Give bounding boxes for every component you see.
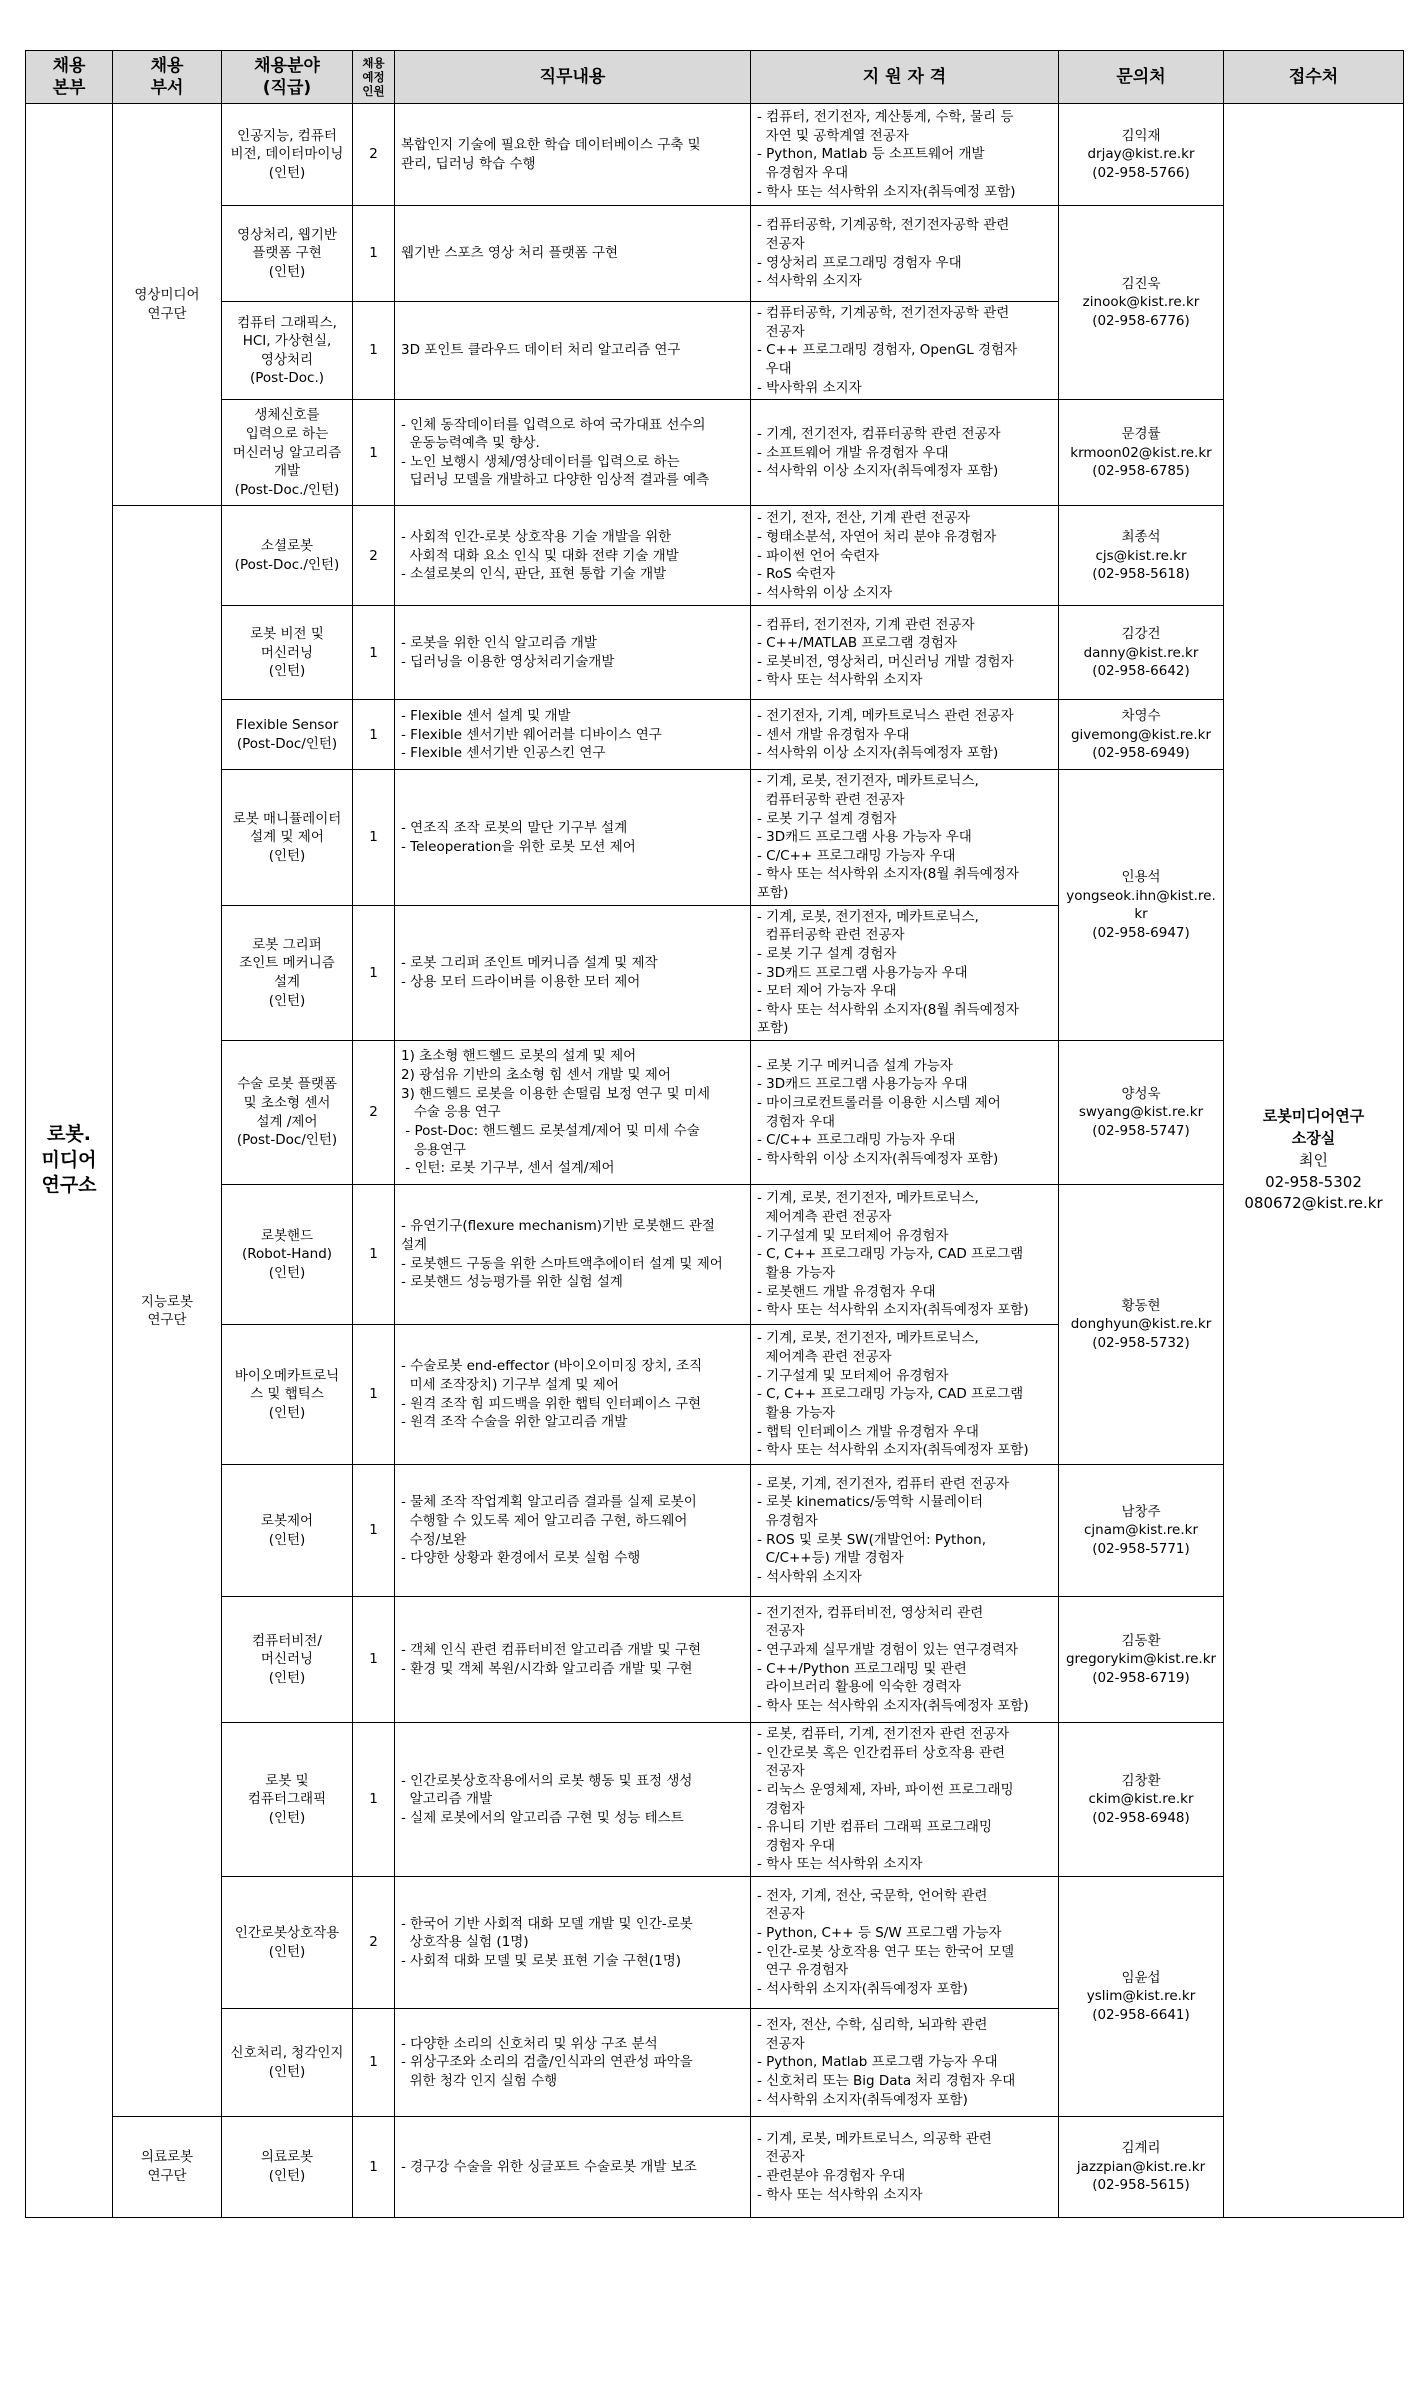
contact-cell: 양성욱 swyang@kist.re.kr (02-958-5747) (1059, 1041, 1224, 1185)
duties-cell: - 로봇 그리퍼 조인트 메커니즘 설계 및 제작 - 상용 모터 드라이버를 이용한 모터 제어 (395, 905, 751, 1040)
duties-cell: - Flexible 센서 설계 및 개발 - Flexible 센서기반 웨어러블 디바이스 연구 - Flexible 센서기반 인공스킨 연구 (395, 700, 751, 770)
count-cell: 1 (353, 2117, 395, 2218)
field-cell: 영상처리, 웹기반 플랫폼 구현 (인턴) (222, 206, 353, 302)
table-row (26, 1597, 1404, 1723)
count-cell: 2 (353, 506, 395, 606)
field-cell: 소셜로봇 (Post-Doc./인턴) (222, 506, 353, 606)
field-cell: 로봇 비전 및 머신러닝 (인턴) (222, 606, 353, 700)
count-cell: 1 (353, 770, 395, 905)
contact-cell: 황동현 donghyun@kist.re.kr (02-958-5732) (1059, 1185, 1224, 1465)
contact-cell: 최종석 cjs@kist.re.kr (02-958-5618) (1059, 506, 1224, 606)
qualifications-cell: - 컴퓨터, 전기전자, 계산통계, 수학, 물리 등 자연 및 공학계열 전공자 - Python, Matlab 등 소프트웨어 개발 유경험자 우대 - 학사 또는 석사학위 소지자(취득예정 포함) (751, 104, 1059, 206)
field-cell: 인공지능, 컴퓨터 비전, 데이터마이닝 (인턴) (222, 104, 353, 206)
receiver-cell: 로봇미디어연구 소장실 최인 02-958-5302 080672@kist.re.kr (1224, 104, 1404, 2218)
qualifications-cell: - 로봇, 컴퓨터, 기계, 전기전자 관련 전공자 - 인간로봇 혹은 인간컴퓨터 상호작용 관련 전공자 - 리눅스 운영체제, 자바, 파이썬 프로그래밍 경험자 - 유니티 기반 컴퓨터 그래픽 프로그래밍 경험자 우대 - 학사 또는 석사학위 소지자 (751, 1723, 1059, 1877)
qualifications-cell: - 기계, 로봇, 전기전자, 메카트로닉스, 컴퓨터공학 관련 전공자 - 로봇 기구 설계 경험자 - 3D캐드 프로그램 사용가능자 우대 - 모터 제어 가능자 우대 - 학사 또는 석사학위 소지자(8월 취득예정자 포함) (751, 905, 1059, 1040)
table-row (26, 2117, 1404, 2218)
contact-cell: 차영수 givemong@kist.re.kr (02-958-6949) (1059, 700, 1224, 770)
count-cell: 1 (353, 1185, 395, 1325)
duties-cell: - 인간로봇상호작용에서의 로봇 행동 및 표정 생성 알고리즘 개발 - 실제 로봇에서의 알고리즘 구현 및 성능 테스트 (395, 1723, 751, 1877)
header-receiver: 접수처 (1224, 51, 1404, 104)
count-cell: 1 (353, 1465, 395, 1597)
field-cell: 로봇 및 컴퓨터그래픽 (인턴) (222, 1723, 353, 1877)
field-cell: 바이오메카트로닉 스 및 햅틱스 (인턴) (222, 1325, 353, 1465)
qualifications-cell: - 기계, 로봇, 메카트로닉스, 의공학 관련 전공자 - 관련분야 유경험자 우대 - 학사 또는 석사학위 소지자 (751, 2117, 1059, 2218)
count-cell: 1 (353, 206, 395, 302)
table-row (26, 400, 1404, 506)
duties-cell: - 객체 인식 관련 컴퓨터비전 알고리즘 개발 및 구현 - 환경 및 객체 복원/시각화 알고리즘 개발 및 구현 (395, 1597, 751, 1723)
contact-cell: 임윤섭 yslim@kist.re.kr (02-958-6641) (1059, 1877, 1224, 2117)
field-cell: 수술 로봇 플랫폼 및 초소형 센서 설계 /제어 (Post-Doc/인턴) (222, 1041, 353, 1185)
contact-cell: 김계리 jazzpian@kist.re.kr (02-958-5615) (1059, 2117, 1224, 2218)
contact-cell: 김진욱 zinook@kist.re.kr (02-958-6776) (1059, 206, 1224, 400)
qualifications-cell: - 컴퓨터공학, 기계공학, 전기전자공학 관련 전공자 - 영상처리 프로그래밍 경험자 우대 - 석사학위 소지자 (751, 206, 1059, 302)
dept-cell: 영상미디어 연구단 (113, 104, 222, 506)
table-row (26, 770, 1404, 905)
table-row (26, 1185, 1404, 1325)
field-cell: 로봇 매니퓰레이터 설계 및 제어 (인턴) (222, 770, 353, 905)
table-row (26, 1723, 1404, 1877)
contact-cell: 김동환 gregorykim@kist.re.kr (02-958-6719) (1059, 1597, 1224, 1723)
table-row (26, 700, 1404, 770)
qualifications-cell: - 전기전자, 컴퓨터비전, 영상처리 관련 전공자 - 연구과제 실무개발 경험이 있는 연구경력자 - C++/Python 프로그래밍 및 관련 라이브러리 활용에 익숙한 경력자 - 학사 또는 석사학위 소지자(취득예정자 포함) (751, 1597, 1059, 1723)
qualifications-cell: - 기계, 전기전자, 컴퓨터공학 관련 전공자 - 소프트웨어 개발 유경험자 우대 - 석사학위 이상 소지자(취득예정자 포함) (751, 400, 1059, 506)
duties-cell: 3D 포인트 클라우드 데이터 처리 알고리즘 연구 (395, 302, 751, 400)
qualifications-cell: - 기계, 로봇, 전기전자, 메카트로닉스, 제어계측 관련 전공자 - 기구설계 및 모터제어 유경험자 - C, C++ 프로그래밍 가능자, CAD 프로그램 활용 가능자 - 로봇핸드 개발 유경험자 우대 - 학사 또는 석사학위 소지자(취득예정자 포함) (751, 1185, 1059, 1325)
header-duties: 직무내용 (395, 51, 751, 104)
qualifications-cell: - 전자, 기계, 전산, 국문학, 언어학 관련 전공자 - Python, C++ 등 S/W 프로그램 가능자 - 인간-로봇 상호작용 연구 또는 한국어 모델 연구 유경험자 - 석사학위 소지자(취득예정자 포함) (751, 1877, 1059, 2009)
contact-cell: 김창환 ckim@kist.re.kr (02-958-6948) (1059, 1723, 1224, 1877)
qualifications-cell: - 기계, 로봇, 전기전자, 메카트로닉스, 컴퓨터공학 관련 전공자 - 로봇 기구 설계 경험자 - 3D캐드 프로그램 사용 가능자 우대 - C/C++ 프로그래밍 가능자 우대 - 학사 또는 석사학위 소지자(8월 취득예정자 포함) (751, 770, 1059, 905)
duties-cell: - 수술로봇 end-effector (바이오이미징 장치, 조직 미세 조작장치) 기구부 설계 및 제어 - 원격 조작 힘 피드백을 위한 햅틱 인터페이스 구현 - 원격 조작 수술을 위한 알고리즘 개발 (395, 1325, 751, 1465)
count-cell: 1 (353, 1325, 395, 1465)
duties-cell: - 다양한 소리의 신호처리 및 위상 구조 분석 - 위상구조와 소리의 검출/인식과의 연관성 파악을 위한 청각 인지 실험 수행 (395, 2009, 751, 2117)
dept-cell: 의료로봇 연구단 (113, 2117, 222, 2218)
qualifications-cell: - 로봇, 기계, 전기전자, 컴퓨터 관련 전공자 - 로봇 kinematics/동역학 시뮬레이터 유경험자 - ROS 및 로봇 SW(개발언어: Python, C/C++등) 개발 경험자 - 석사학위 소지자 (751, 1465, 1059, 1597)
field-cell: 의료로봇 (인턴) (222, 2117, 353, 2218)
field-cell: 생체신호를 입력으로 하는 머신러닝 알고리즘 개발 (Post-Doc./인턴) (222, 400, 353, 506)
field-cell: Flexible Sensor (Post-Doc/인턴) (222, 700, 353, 770)
duties-cell: - 사회적 인간-로봇 상호작용 기술 개발을 위한 사회적 대화 요소 인식 및 대화 전략 기술 개발 - 소셜로봇의 인식, 판단, 표현 통합 기술 개발 (395, 506, 751, 606)
header-row (26, 51, 1404, 104)
table-row (26, 606, 1404, 700)
duties-cell: - 인체 동작데이터를 입력으로 하여 국가대표 선수의 운동능력예측 및 향상. - 노인 보행시 생체/영상데이터를 입력으로 하는 딥러닝 모델을 개발하고 다양한 임상적 결과를 예측 (395, 400, 751, 506)
duties-cell: 1) 초소형 핸드헬드 로봇의 설계 및 제어 2) 광섬유 기반의 초소형 힘 센서 개발 및 제어 3) 핸드헬드 로봇을 이용한 손떨림 보정 연구 및 미세 수술 응용 연구 - Post-Doc: 핸드헬드 로봇설계/제어 및 미세 수술 응용연구 - 인턴: 로봇 기구부, 센서 설계/제어 (395, 1041, 751, 1185)
qualifications-cell: - 컴퓨터공학, 기계공학, 전기전자공학 관련 전공자 - C++ 프로그래밍 경험자, OpenGL 경험자 우대 - 박사학위 소지자 (751, 302, 1059, 400)
table-row (26, 1465, 1404, 1597)
field-cell: 인간로봇상호작용 (인턴) (222, 1877, 353, 2009)
field-cell: 컴퓨터비전/ 머신러닝 (인턴) (222, 1597, 353, 1723)
header-dept: 채용 부서 (113, 51, 222, 104)
hq-cell: 로봇. 미디어 연구소 (26, 104, 113, 2218)
table-row (26, 206, 1404, 302)
contact-cell: 문경률 krmoon02@kist.re.kr (02-958-6785) (1059, 400, 1224, 506)
contact-cell: 남창주 cjnam@kist.re.kr (02-958-5771) (1059, 1465, 1224, 1597)
header-contact: 문의처 (1059, 51, 1224, 104)
duties-cell: - 한국어 기반 사회적 대화 모델 개발 및 인간-로봇 상호작용 실험 (1명) - 사회적 대화 모델 및 로봇 표현 기술 구현(1명) (395, 1877, 751, 2009)
duties-cell: - 경구강 수술을 위한 싱글포트 수술로봇 개발 보조 (395, 2117, 751, 2218)
dept-cell: 지능로봇 연구단 (113, 506, 222, 2117)
header-hq: 채용 본부 (26, 51, 113, 104)
duties-cell: - 유연기구(flexure mechanism)기반 로봇핸드 관절 설계 - 로봇핸드 구동을 위한 스마트액추에이터 설계 및 제어 - 로봇핸드 성능평가를 위한 실험 설계 (395, 1185, 751, 1325)
count-cell: 2 (353, 104, 395, 206)
qualifications-cell: - 로봇 기구 메커니즘 설계 가능자 - 3D캐드 프로그램 사용가능자 우대 - 마이크로컨트롤러를 이용한 시스템 제어 경험자 우대 - C/C++ 프로그래밍 가능자 우대 - 학사학위 이상 소지자(취득예정자 포함) (751, 1041, 1059, 1185)
field-cell: 로봇핸드 (Robot-Hand) (인턴) (222, 1185, 353, 1325)
count-cell: 1 (353, 302, 395, 400)
contact-cell: 김강건 danny@kist.re.kr (02-958-6642) (1059, 606, 1224, 700)
table-row (26, 104, 1404, 206)
qualifications-cell: - 기계, 로봇, 전기전자, 메카트로닉스, 제어계측 관련 전공자 - 기구설계 및 모터제어 유경험자 - C, C++ 프로그래밍 가능자, CAD 프로그램 활용 가능자 - 햅틱 인터페이스 개발 유경험자 우대 - 학사 또는 석사학위 소지자(취득예정자 포함) (751, 1325, 1059, 1465)
field-cell: 컴퓨터 그래픽스, HCI, 가상현실, 영상처리 (Post-Doc.) (222, 302, 353, 400)
header-count: 채용 예정 인원 (353, 51, 395, 104)
contact-cell: 인용석 yongseok.ihn@kist.re.kr (02-958-6947) (1059, 770, 1224, 1041)
recruitment-table (25, 50, 1404, 2218)
duties-cell: 웹기반 스포츠 영상 처리 플랫폼 구현 (395, 206, 751, 302)
header-field: 채용분야 (직급) (222, 51, 353, 104)
header-qualifications: 지 원 자 격 (751, 51, 1059, 104)
count-cell: 1 (353, 1723, 395, 1877)
qualifications-cell: - 전기전자, 기계, 메카트로닉스 관련 전공자 - 센서 개발 유경험자 우대 - 석사학위 이상 소지자(취득예정자 포함) (751, 700, 1059, 770)
count-cell: 1 (353, 2009, 395, 2117)
count-cell: 1 (353, 700, 395, 770)
duties-cell: - 물체 조작 작업계획 알고리즘 결과를 실제 로봇이 수행할 수 있도록 제어 알고리즘 구현, 하드웨어 수정/보완 - 다양한 상황과 환경에서 로봇 실험 수행 (395, 1465, 751, 1597)
qualifications-cell: - 컴퓨터, 전기전자, 기계 관련 전공자 - C++/MATLAB 프로그램 경험자 - 로봇비전, 영상처리, 머신러닝 개발 경험자 - 학사 또는 석사학위 소지자 (751, 606, 1059, 700)
table-row (26, 1041, 1404, 1185)
field-cell: 로봇 그리퍼 조인트 메커니즘 설계 (인턴) (222, 905, 353, 1040)
qualifications-cell: - 전기, 전자, 전산, 기계 관련 전공자 - 형태소분석, 자연어 처리 분야 유경험자 - 파이썬 언어 숙련자 - RoS 숙련자 - 석사학위 이상 소지자 (751, 506, 1059, 606)
count-cell: 2 (353, 1041, 395, 1185)
duties-cell: - 연조직 조작 로봇의 말단 기구부 설계 - Teleoperation을 위한 로봇 모션 제어 (395, 770, 751, 905)
count-cell: 1 (353, 400, 395, 506)
count-cell: 1 (353, 606, 395, 700)
table-row (26, 1877, 1404, 2009)
recruitment-document (25, 50, 1403, 2308)
duties-cell: 복합인지 기술에 필요한 학습 데이터베이스 구축 및 관리, 딥러닝 학습 수행 (395, 104, 751, 206)
contact-cell: 김익재 drjay@kist.re.kr (02-958-5766) (1059, 104, 1224, 206)
field-cell: 로봇제어 (인턴) (222, 1465, 353, 1597)
count-cell: 2 (353, 1877, 395, 2009)
count-cell: 1 (353, 905, 395, 1040)
count-cell: 1 (353, 1597, 395, 1723)
duties-cell: - 로봇을 위한 인식 알고리즘 개발 - 딥러닝을 이용한 영상처리기술개발 (395, 606, 751, 700)
receiver-title: 로봇미디어연구 소장실 (1262, 1107, 1365, 1147)
field-cell: 신호처리, 청각인지 (인턴) (222, 2009, 353, 2117)
table-row (26, 506, 1404, 606)
qualifications-cell: - 전자, 전산, 수학, 심리학, 뇌과학 관련 전공자 - Python, Matlab 프로그램 가능자 우대 - 신호처리 또는 Big Data 처리 경험자 우대 - 석사학위 소지자(취득예정자 포함) (751, 2009, 1059, 2117)
